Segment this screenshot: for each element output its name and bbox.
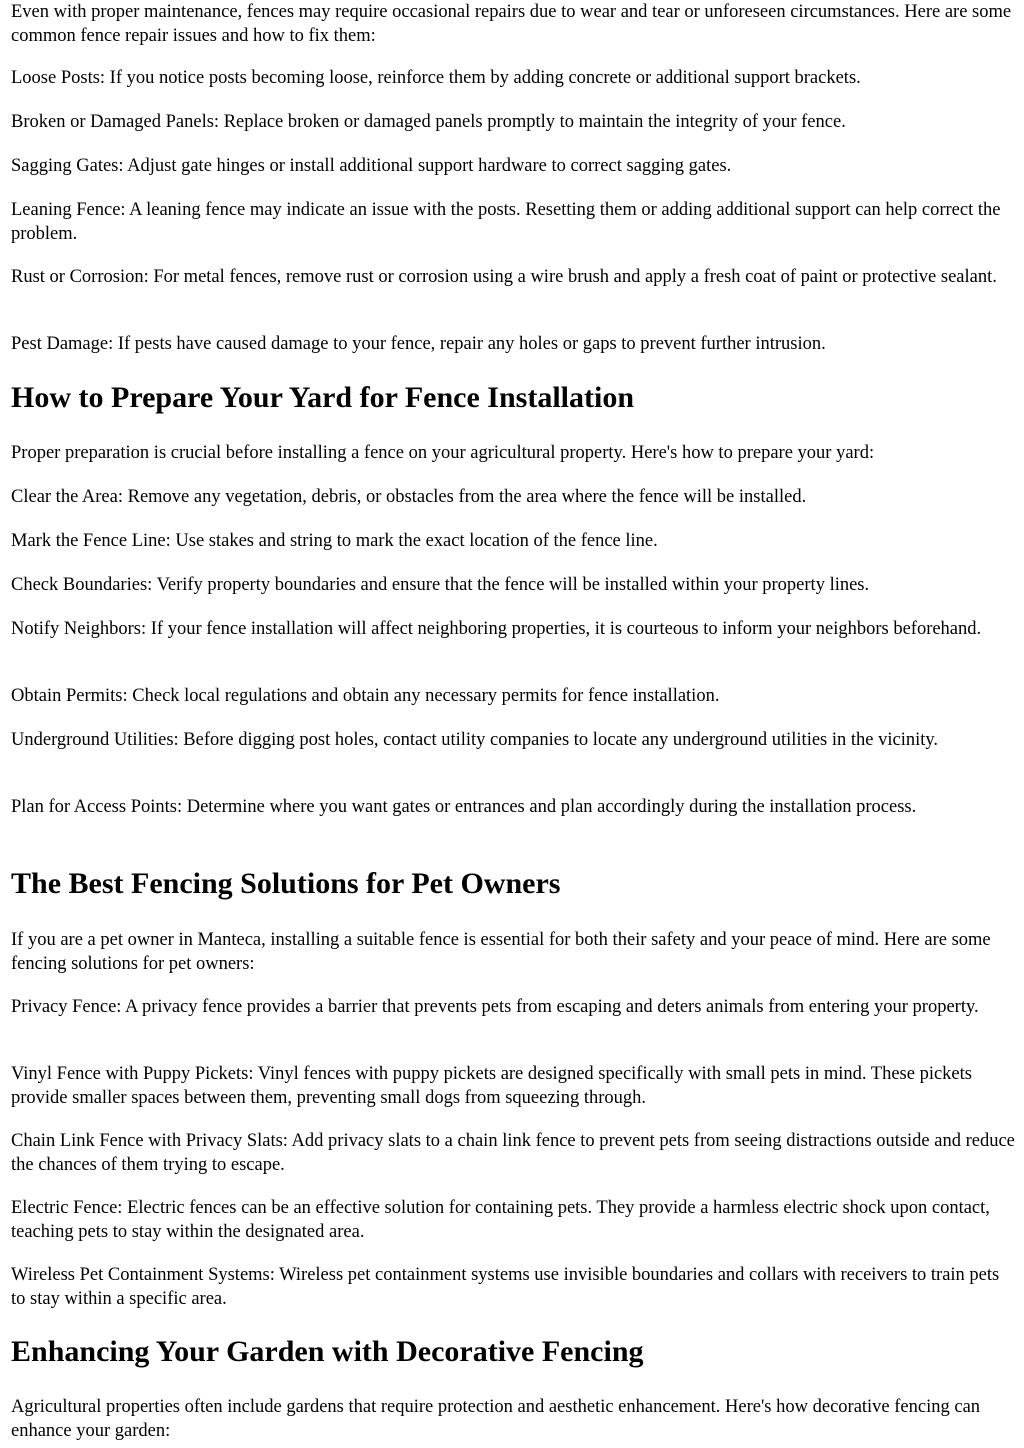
pets-item-privacy-fence: Privacy Fence: A privacy fence provides a barrier that prevents pets from escaping and deters animals from entering your property. — [11, 997, 979, 1017]
prepare-item-obtain-permits: Obtain Permits: Check local regulations and obtain any necessary permits for fence installation. — [11, 686, 720, 706]
garden-intro-paragraph: Agricultural properties often include gardens that require protection and aesthetic enhancement. Here's how decorative fencing can enhance your garden: — [11, 1397, 981, 1441]
prepare-intro-paragraph: Proper preparation is crucial before installing a fence on your agricultural property. Here's how to prepare your yard: — [11, 443, 875, 463]
prepare-item-notify-neighbors: Notify Neighbors: If your fence installation will affect neighboring properties, it is courteous to inform your neighbors beforehand. — [11, 619, 982, 639]
prepare-item-clear-area: Clear the Area: Remove any vegetation, debris, or obstacles from the area where the fence will be installed. — [11, 487, 807, 507]
repair-item-sagging-gates: Sagging Gates: Adjust gate hinges or install additional support hardware to correct sagging gates. — [11, 156, 732, 176]
prepare-item-mark-line: Mark the Fence Line: Use stakes and string to mark the exact location of the fence line. — [11, 531, 658, 551]
prepare-section-heading: How to Prepare Your Yard for Fence Installation — [11, 381, 635, 414]
pets-item-privacy-slats: Chain Link Fence with Privacy Slats: Add privacy slats to a chain link fence to prevent pets from seeing distractions outside and reduce the chances of them trying to escape. — [11, 1131, 1015, 1175]
repair-item-loose-posts: Loose Posts: If you notice posts becoming loose, reinforce them by adding concrete or additional support brackets. — [11, 68, 861, 88]
repairs-intro-paragraph: Even with proper maintenance, fences may require occasional repairs due to wear and tear or unforeseen circumstances. Here are some common fence repair issues and how to fix them: — [11, 2, 1012, 46]
pets-item-electric-fence: Electric Fence: Electric fences can be an effective solution for containing pets. They provide a harmless electric shock upon contact, teaching pets to stay within the designated area. — [11, 1198, 990, 1242]
repair-item-pest-damage: Pest Damage: If pests have caused damage to your fence, repair any holes or gaps to prevent further intrusion. — [11, 334, 826, 354]
pets-item-puppy-pickets: Vinyl Fence with Puppy Pickets: Vinyl fences with puppy pickets are designed specifically with small pets in mind. These pickets provide smaller spaces between them, preventing small dogs from squeezing through. — [11, 1064, 972, 1108]
repair-item-leaning-fence: Leaning Fence: A leaning fence may indicate an issue with the posts. Resetting them or adding additional support can help correct the problem. — [11, 200, 1001, 244]
pets-intro-paragraph: If you are a pet owner in Manteca, installing a suitable fence is essential for both their safety and your peace of mind. Here are some fencing solutions for pet owners: — [11, 930, 991, 974]
prepare-item-check-boundaries: Check Boundaries: Verify property boundaries and ensure that the fence will be installed within your property lines. — [11, 575, 870, 595]
prepare-item-access-points: Plan for Access Points: Determine where you want gates or entrances and plan accordingly during the installation process. — [11, 797, 917, 817]
pets-section-heading: The Best Fencing Solutions for Pet Owners — [11, 867, 561, 900]
pets-item-wireless-containment: Wireless Pet Containment Systems: Wireless pet containment systems use invisible boundaries and collars with receivers to train pets to stay within a specific area. — [11, 1265, 1000, 1309]
prepare-item-underground-utilities: Underground Utilities: Before digging post holes, contact utility companies to locate any underground utilities in the vicinity. — [11, 730, 939, 750]
garden-section-heading: Enhancing Your Garden with Decorative Fencing — [11, 1335, 644, 1368]
repair-item-broken-panels: Broken or Damaged Panels: Replace broken or damaged panels promptly to maintain the integrity of your fence. — [11, 112, 846, 132]
repair-item-rust-corrosion: Rust or Corrosion: For metal fences, remove rust or corrosion using a wire brush and apply a fresh coat of paint or protective sealant. — [11, 267, 997, 287]
